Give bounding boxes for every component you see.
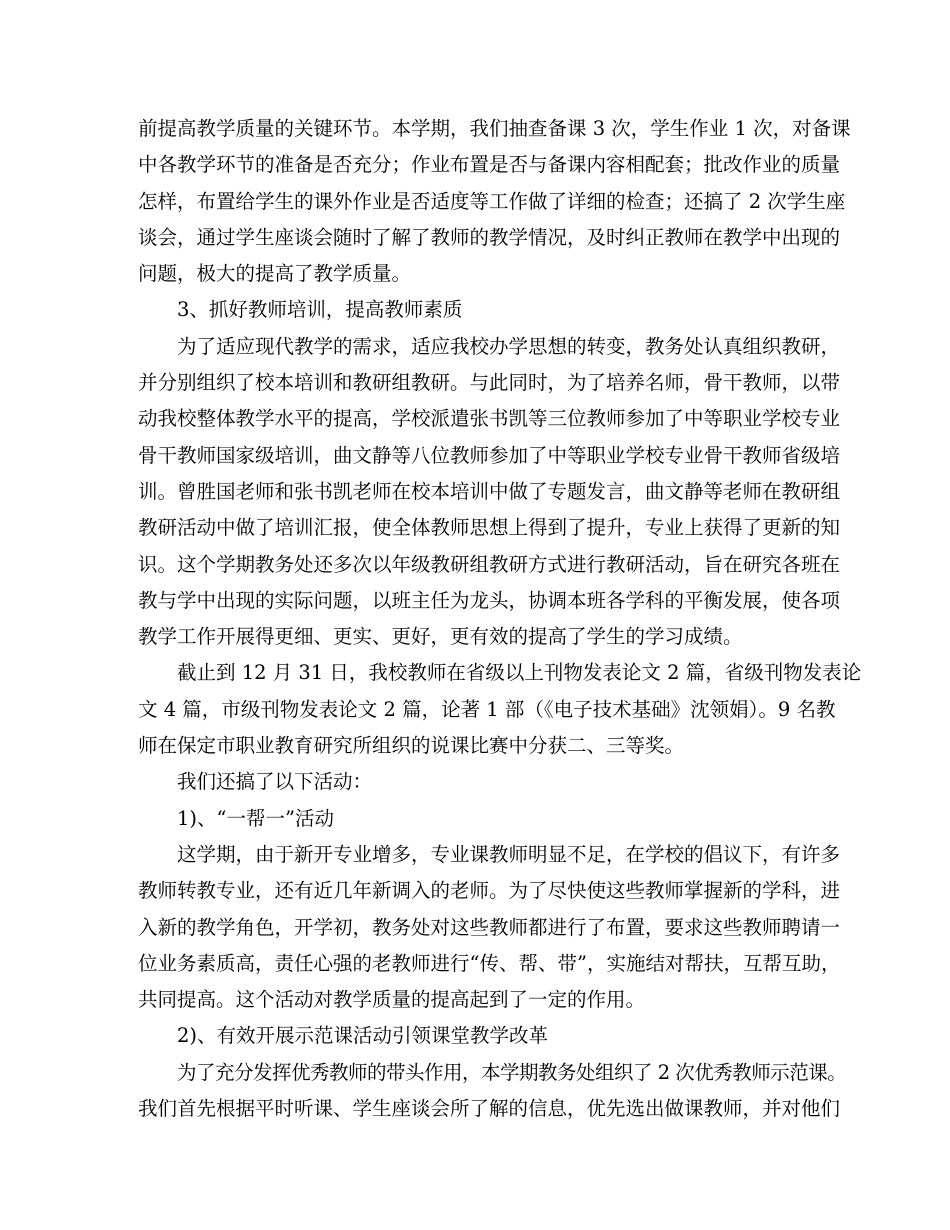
paragraph-line: 我们首先根据平时听课、学生座谈会所了解的信息，优先选出做课教师，并对他们 <box>138 1097 841 1121</box>
paragraph-line: 动我校整体教学水平的提高，学校派遣张书凯等三位教师参加了中等职业学校专业 <box>138 407 841 431</box>
paragraph-line: 共同提高。这个活动对教学质量的提高起到了一定的作用。 <box>138 988 646 1012</box>
paragraph-line: 怎样，布置给学生的课外作业是否适度等工作做了详细的检查；还搞了 2 次学生座 <box>138 189 846 213</box>
paragraph-line: 为了充分发挥优秀教师的带头作用，本学期教务处组织了 2 次优秀教师示范课。 <box>177 1060 847 1084</box>
paragraph-line: 前提高教学质量的关键环节。本学期，我们抽查备课 3 次，学生作业 1 次，对备课 <box>138 117 851 140</box>
paragraph-line: 教学工作开展得更细、更实、更好，更有效的提高了学生的学习成绩。 <box>138 625 743 649</box>
paragraph-line: 截止到 12 月 31 日，我校教师在省级以上刊物发表论文 2 篇，省级刊物发表论 <box>177 661 862 685</box>
paragraph-line: 入新的教学角色，开学初，教务处对这些教师都进行了布置，要求这些教师聘请一 <box>138 915 841 939</box>
section-heading: 1)、“一帮一”活动 <box>177 806 334 830</box>
document-body <box>138 111 862 1127</box>
paragraph-line: 教与学中出现的实际问题，以班主任为龙头，协调本班各学科的平衡发展，使各项 <box>138 588 841 612</box>
paragraph-line: 中各教学环节的准备是否充分；作业布置是否与备课内容相配套；批改作业的质量 <box>138 153 841 177</box>
paragraph-line: 位业务素质高，责任心强的老教师进行“传、帮、带”，实施结对帮扶，互帮互助， <box>138 951 841 975</box>
paragraph-line: 训。曾胜国老师和张书凯老师在校本培训中做了专题发言，曲文静等老师在教研组 <box>138 479 841 503</box>
paragraph-line: 问题，极大的提高了教学质量。 <box>138 262 412 286</box>
paragraph-line: 骨干教师国家级培训，曲文静等八位教师参加了中等职业学校专业骨干教师省级培 <box>138 443 841 467</box>
paragraph-line: 并分别组织了校本培训和教研组教研。与此同时，为了培养名师，骨干教师，以带 <box>138 371 841 395</box>
paragraph-line: 文 4 篇，市级刊物发表论文 2 篇，论著 1 部（《电子技术基础》沈领娟）。9 名教 <box>138 697 836 721</box>
paragraph-line: 识。这个学期教务处还多次以年级教研组教研方式进行教研活动，旨在研究各班在 <box>138 552 841 576</box>
section-heading: 3、抓好教师培训，提高教师素质 <box>177 298 463 322</box>
paragraph-line: 师在保定市职业教育研究所组织的说课比赛中分获二、三等奖。 <box>138 734 685 758</box>
paragraph-line: 教研活动中做了培训汇报，使全体教师思想上得到了提升，专业上获得了更新的知 <box>138 516 841 540</box>
paragraph-line: 这学期，由于新开专业增多，专业课教师明显不足，在学校的倡议下，有许多 <box>177 842 841 866</box>
section-heading: 2)、有效开展示范课活动引领课堂教学改革 <box>177 1024 549 1048</box>
paragraph-line: 谈会，通过学生座谈会随时了解了教师的教学情况，及时纠正教师在教学中出现的 <box>138 225 841 249</box>
paragraph-line: 我们还搞了以下活动： <box>177 770 373 794</box>
paragraph-line: 为了适应现代教学的需求，适应我校办学思想的转变，教务处认真组织教研， <box>177 334 841 358</box>
paragraph-line: 教师转教专业，还有近几年新调入的老师。为了尽快使这些教师掌握新的学科，进 <box>138 879 841 903</box>
